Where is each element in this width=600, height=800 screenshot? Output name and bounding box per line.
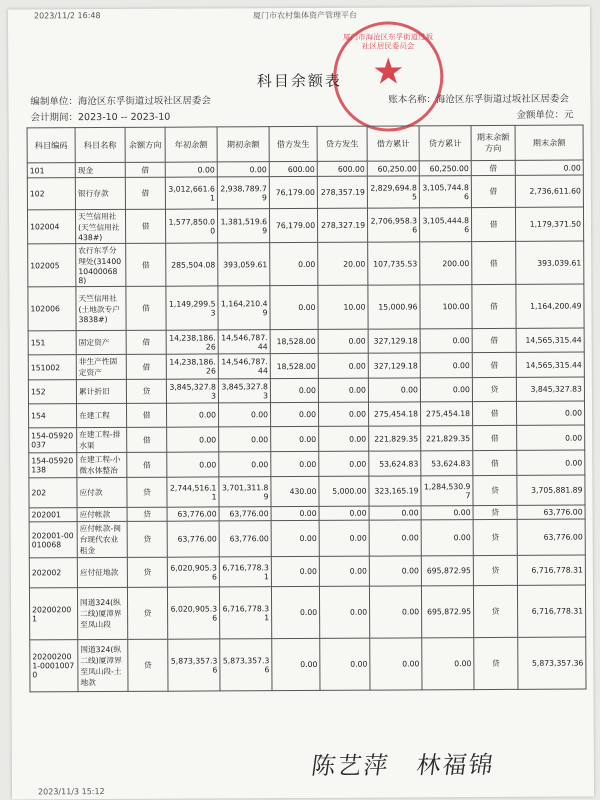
table-cell: 借 (472, 241, 516, 284)
table-cell: 0.00 (271, 506, 319, 520)
table-cell: 0.00 (421, 506, 473, 520)
table-cell: 0.00 (272, 638, 320, 690)
table-cell: 102005 (28, 244, 76, 287)
table-cell: 6,020,905.36 (167, 557, 219, 587)
table-cell: 0.00 (368, 378, 420, 402)
table-cell: 贷 (127, 587, 167, 639)
table-cell: 借 (125, 209, 165, 243)
table-cell: 275,454.18 (420, 402, 472, 426)
table-cell: 借 (471, 207, 515, 241)
table-cell: 非生产性固定资产 (76, 354, 126, 379)
header-debit-amount: 借方发生 (269, 126, 317, 161)
table-cell: 借 (471, 160, 515, 175)
table-cell: 2,938,789.79 (217, 177, 269, 209)
table-cell: 在建工程 (77, 403, 127, 427)
table-cell: 5,873,357.36 (220, 639, 272, 691)
table-cell: 贷 (127, 557, 167, 587)
table-cell: 2,706,958.36 (367, 208, 419, 242)
table-cell: 借 (473, 425, 517, 450)
table-cell: 天竺信用社(土地款专户3838#) (76, 286, 126, 330)
table-cell: 600.00 (317, 161, 367, 176)
table-cell: 221,829.35 (369, 426, 421, 451)
table-cell: 14,565,315.44 (516, 328, 584, 352)
table-cell: 0.00 (421, 520, 473, 556)
table-cell: 贷 (473, 505, 517, 519)
table-cell: 0.00 (319, 556, 369, 586)
table-cell: 1,164,200.49 (516, 284, 584, 328)
signature-2: 林福锦 (414, 750, 497, 780)
table-cell: 0.00 (517, 450, 585, 475)
header-debit-cumulative: 借方累计 (367, 126, 419, 161)
table-cell: 151002 (28, 355, 76, 380)
table-cell: 0.00 (167, 427, 219, 452)
table-cell: 14,238,186.26 (166, 330, 218, 354)
table-cell: 0.00 (218, 403, 270, 427)
table-cell: 154 (29, 404, 77, 428)
table-cell: 63,776.00 (219, 521, 271, 557)
table-cell: 应付帐款-闽台现代农业租金 (77, 521, 127, 557)
table-cell: 0.00 (219, 452, 271, 477)
table-cell: 63,776.00 (517, 505, 585, 519)
table-cell: 3,705,881.89 (517, 475, 585, 505)
table-cell: 393,059.61 (218, 243, 270, 286)
table-cell: 5,873,357.36 (518, 637, 586, 689)
table-cell: 60,250.00 (419, 161, 471, 176)
table-cell: 18,528.00 (270, 329, 318, 353)
table-cell: 银行存款 (75, 177, 125, 209)
table-cell: 63,776.00 (219, 507, 271, 521)
table-cell: 0.00 (270, 402, 318, 426)
table-cell: 0.00 (319, 520, 369, 556)
table-cell: 借 (473, 450, 517, 475)
table-cell: 0.00 (270, 285, 318, 329)
seal-star-icon: ★ (372, 51, 405, 93)
table-cell: 0.00 (369, 520, 421, 556)
table-cell: 60,250.00 (367, 161, 419, 176)
table-cell: 0.00 (318, 329, 368, 353)
table-cell: 0.00 (318, 402, 368, 426)
table-row (29, 401, 585, 428)
header-account-name: 科目名称 (75, 127, 125, 162)
table-cell: 6,020,905.36 (167, 587, 219, 639)
table-cell: 3,845,327.83 (516, 377, 584, 401)
table-row (27, 175, 583, 210)
table-cell: 18,528.00 (270, 353, 318, 378)
table-cell: 14,238,186.26 (166, 354, 218, 379)
table-cell: 0.00 (515, 160, 583, 175)
table-cell: 0.00 (369, 506, 421, 520)
account-label: 账本名称：海沧区东孚街道过坂社区居委会 (388, 93, 569, 106)
table-cell: 0.00 (166, 403, 218, 427)
table-cell: 3,701,311.89 (219, 477, 271, 507)
table-cell: 贷 (472, 377, 516, 401)
table-cell: 202002001 (29, 588, 77, 640)
table-cell: 3,845,327.83 (166, 379, 218, 403)
table-cell: 151 (28, 331, 76, 355)
period-label: 会计期间：2023-10 -- 2023-10 (30, 111, 171, 124)
table-cell: 0.00 (271, 556, 319, 586)
table-cell: 600.00 (269, 161, 317, 176)
table-cell: 借 (126, 243, 166, 286)
table-cell: 0.00 (420, 329, 472, 353)
table-row (28, 377, 584, 404)
table-row (27, 207, 583, 244)
table-cell: 102 (27, 178, 75, 210)
table-cell: 6,716,778.31 (219, 587, 271, 639)
table-cell: 国道324(纵二线)厦漳界至凤山段 (77, 587, 127, 639)
table-row (28, 284, 584, 331)
table-cell: 101 (27, 163, 75, 178)
table-cell: 贷 (473, 555, 517, 585)
table-cell: 借 (126, 286, 166, 330)
table-row (28, 241, 584, 287)
table-cell: 154-05920138 (29, 453, 77, 478)
table-cell: 0.00 (217, 162, 269, 177)
table-cell: 53,624.83 (421, 451, 473, 476)
table-cell: 2,744,516.11 (167, 477, 219, 507)
table-cell: 102006 (28, 287, 76, 331)
table-cell: 借 (127, 452, 167, 477)
table-cell: 借 (126, 403, 166, 427)
table-cell: 327,129.18 (368, 353, 420, 378)
table-cell: 贷 (473, 519, 517, 555)
table-row (29, 555, 585, 588)
table-cell: 152 (28, 380, 76, 404)
table-cell: 0.00 (271, 586, 319, 638)
table-cell: 3,012,661.61 (165, 177, 217, 209)
header-period-start-balance: 期初余额 (217, 127, 269, 162)
table-cell: 借 (125, 177, 165, 209)
table-cell: 现金 (75, 162, 125, 177)
table-cell: 63,776.00 (517, 519, 585, 555)
table-cell: 应付款 (77, 477, 127, 507)
balance-table (27, 125, 587, 693)
table-cell: 借 (472, 401, 516, 425)
table-cell: 0.00 (422, 638, 474, 690)
header-credit-amount: 贷方发生 (317, 126, 367, 161)
table-cell: 430.00 (271, 476, 319, 506)
table-header-row (27, 125, 583, 163)
table-cell: 5,873,357.36 (168, 639, 220, 691)
table-cell: 107,735.53 (368, 242, 420, 285)
table-cell: 1,164,210.49 (218, 286, 270, 330)
table-cell: 0.00 (369, 586, 421, 638)
table-cell: 贷 (473, 585, 517, 637)
table-cell: 14,546,787.44 (218, 330, 270, 354)
table-cell: 20.00 (318, 242, 368, 285)
table-cell: 农行东孚分理处(31400104000688) (76, 243, 126, 286)
table-cell: 53,624.83 (369, 451, 421, 476)
report-title: 科目余额表 (256, 71, 342, 91)
table-cell: 76,179.00 (269, 208, 317, 242)
table-cell: 在建工程-排水渠 (77, 427, 127, 452)
table-cell: 在建工程-小微水体整治 (77, 452, 127, 477)
table-cell: 借 (472, 328, 516, 352)
table-cell: 应付帐款 (77, 507, 127, 521)
table-cell: 202001-00010068 (29, 522, 77, 558)
table-cell: 0.00 (420, 378, 472, 402)
table-row (29, 425, 585, 453)
table-cell: 14,565,315.44 (516, 352, 584, 377)
table-cell: 贷 (126, 379, 166, 403)
table-cell: 0.00 (319, 506, 369, 520)
table-cell: 323,165.19 (369, 476, 421, 506)
table-cell: 278,357.19 (317, 176, 367, 208)
table-cell: 天竺信用社(天竺信用社438#) (75, 209, 125, 243)
table-cell: 695,872.95 (421, 556, 473, 586)
table-cell: 15,000.96 (368, 285, 420, 329)
table-cell: 393,039.61 (516, 241, 584, 284)
header-credit-cumulative: 贷方累计 (419, 126, 471, 161)
table-cell: 固定资产 (76, 330, 126, 354)
table-cell: 3,105,444.86 (419, 208, 471, 242)
table-cell: 0.00 (516, 401, 584, 425)
header-end-direction: 期末余额方向 (471, 125, 515, 160)
table-cell: 贷 (127, 477, 167, 507)
table-cell: 贷 (474, 637, 518, 689)
table-cell: 借 (472, 352, 516, 377)
table-cell: 借 (471, 175, 515, 207)
table-cell: 0.00 (319, 426, 369, 451)
table-cell: 1,179,371.50 (515, 207, 583, 241)
seal-text: 厦门市海沧区东孚街道过坂社区居民委员会 (343, 32, 434, 51)
table-cell: 1,284,530.97 (421, 476, 473, 506)
table-cell: 1,577,850.00 (165, 209, 217, 243)
table-cell: 5,000.00 (319, 476, 369, 506)
table-cell: 借 (127, 427, 167, 452)
table-cell: 2,829,694.85 (367, 176, 419, 208)
table-cell: 借 (126, 330, 166, 354)
table-cell: 贷 (127, 507, 167, 521)
table-cell: 0.00 (319, 586, 369, 638)
table-cell: 285,504.08 (166, 243, 218, 286)
table-cell: 0.00 (318, 353, 368, 378)
table-cell: 0.00 (319, 451, 369, 476)
table-cell: 6,716,778.31 (517, 555, 585, 585)
table-cell: 0.00 (517, 425, 585, 450)
table-cell: 221,829.35 (421, 426, 473, 451)
table-row (28, 328, 584, 355)
table-cell: 63,776.00 (167, 507, 219, 521)
header-account-code: 科目编码 (27, 128, 75, 163)
table-cell: 14,546,787.44 (218, 354, 270, 379)
header-balance-direction: 余额方向 (125, 127, 165, 162)
table-cell: 借 (125, 162, 165, 177)
table-cell: 1,149,299.53 (166, 286, 218, 330)
table-row (29, 450, 585, 478)
table-cell: 0.00 (165, 162, 217, 177)
table-cell: 0.00 (270, 242, 318, 285)
table-row (28, 352, 584, 380)
table-cell: 0.00 (369, 556, 421, 586)
table-cell: 0.00 (271, 520, 319, 556)
table-cell: 200.00 (420, 242, 472, 285)
table-cell: 202002001-00010070 (30, 640, 78, 692)
table-cell: 10.00 (318, 285, 368, 329)
table-cell: 102004 (27, 210, 75, 244)
table-cell: 63,776.00 (167, 521, 219, 557)
table-cell: 0.00 (318, 378, 368, 402)
table-row (29, 519, 585, 558)
table-cell: 76,179.00 (269, 176, 317, 208)
header-end-balance: 期末余额 (515, 125, 583, 160)
table-cell: 国道324(纵二线)厦漳界至凤山段-土地款 (78, 639, 128, 691)
table-cell: 0.00 (167, 452, 219, 477)
table-cell: 6,716,778.31 (517, 585, 585, 637)
table-cell: 2,736,611.60 (515, 175, 583, 207)
table-row (29, 585, 585, 640)
print-timestamp: 2023/11/2 16:48 (33, 11, 101, 21)
report-sheet (8, 6, 594, 799)
unit-label: 金额单位：元 (516, 109, 574, 121)
table-cell: 1,381,519.69 (217, 209, 269, 243)
table-cell: 贷 (128, 639, 168, 691)
table-cell: 100.00 (420, 285, 472, 329)
table-cell: 应付征地款 (77, 557, 127, 587)
table-cell: 6,716,778.31 (219, 557, 271, 587)
table-cell: 202 (29, 478, 77, 508)
photo-timestamp: 2023/11/3 15:12 (38, 787, 105, 797)
table-cell: 借 (126, 354, 166, 379)
system-name: 厦门市农村集体资产管理平台 (252, 10, 357, 21)
table-cell: 0.00 (271, 426, 319, 451)
table-cell: 借 (472, 284, 516, 328)
table-cell: 0.00 (320, 638, 370, 690)
table-cell: 275,454.18 (368, 402, 420, 426)
table-cell: 累计折旧 (76, 379, 126, 403)
org-label: 编制单位：海沧区东孚街道过坂社区居委会 (30, 95, 211, 108)
table-cell: 154-05920037 (29, 428, 77, 453)
table-cell: 202001 (29, 508, 77, 522)
table-row (29, 475, 585, 508)
signature-1: 陈艺萍 (309, 751, 392, 780)
table-cell: 327,129.18 (368, 329, 420, 353)
table-cell: 贷 (127, 521, 167, 557)
table-cell: 0.00 (271, 451, 319, 476)
table-row (30, 637, 586, 692)
table-cell: 0.00 (370, 638, 422, 690)
table-cell: 202002 (29, 558, 77, 588)
table-cell: 3,845,327.83 (218, 379, 270, 403)
print-header (8, 6, 590, 25)
table-cell: 278,327.19 (317, 208, 367, 242)
header-year-start-balance: 年初余额 (165, 127, 217, 162)
table-cell: 0.00 (270, 378, 318, 402)
table-cell: 0.00 (420, 353, 472, 378)
table-cell: 0.00 (219, 427, 271, 452)
table-cell: 贷 (473, 475, 517, 505)
table-cell: 3,105,744.86 (419, 176, 471, 208)
table-cell: 695,872.95 (421, 586, 473, 638)
